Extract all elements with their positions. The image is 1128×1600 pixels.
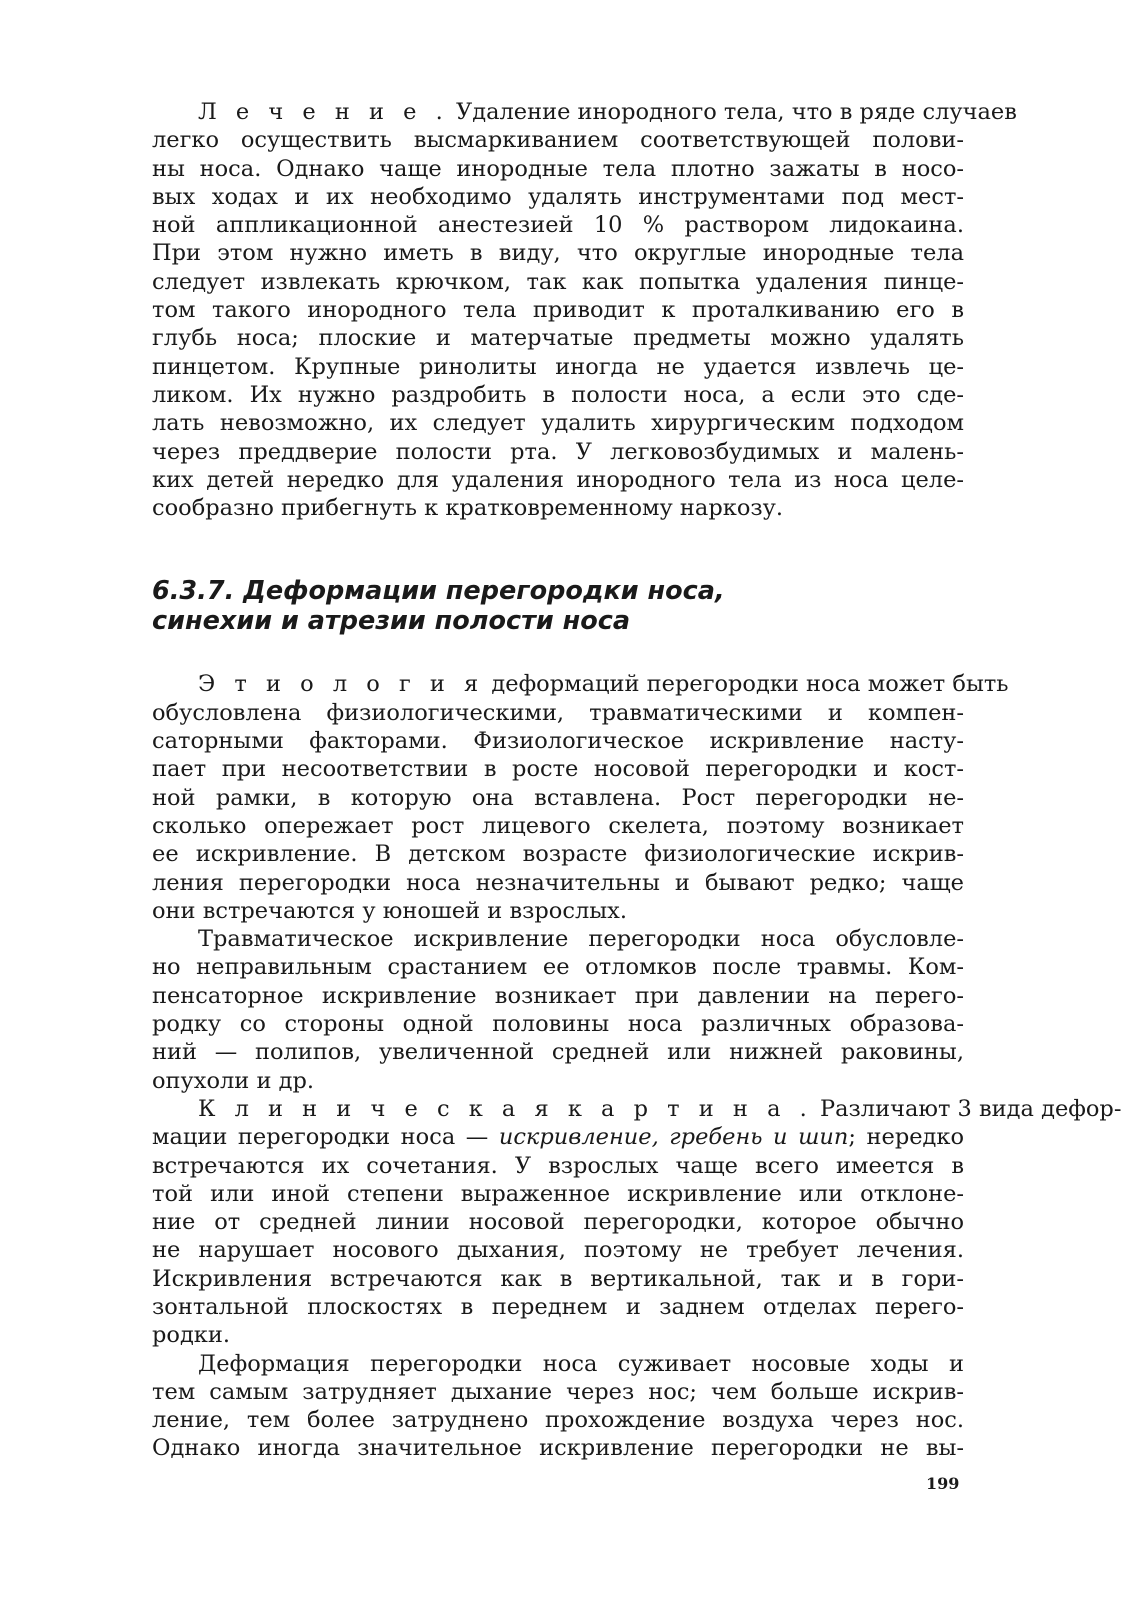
section-heading-line-1: 6.3.7. Деформации перегородки носа, [152,576,725,607]
text-line: они встречаются у юношей и взрослых. [152,897,627,924]
text-line: Травматическое искривление перегородки носа обусловле- [198,926,964,953]
text-line: сколько опережает рост лицевого скелета, поэтому возникает [152,812,964,839]
page-number: 199 [926,1474,960,1493]
spaced-lead-term: К л и н и ч е с к а я к а р т и н а . [198,1095,813,1122]
text-line: пинцетом. Крупные ринолиты иногда не удается извлечь це- [152,353,964,380]
text-line [152,1123,964,1151]
text-line: зонтальной плоскостях в переднем и заднем отделах перего- [152,1293,964,1320]
text-line: пенсаторное искривление возникает при давлении на перего- [152,982,964,1009]
text-line: вых ходах и их необходимо удалять инструментами под мест- [152,183,964,210]
text-line: пает при несоответствии в росте носовой перегородки и кост- [152,756,964,783]
section-heading [152,576,964,636]
text-line: через преддверие полости рта. У легковозбудимых и малень- [152,438,964,465]
text-line: опухоли и др. [152,1067,315,1094]
text-line: сообразно прибегнуть к кратковременному наркозу. [152,495,784,522]
text-line: родку со стороны одной половины носа различных образова- [152,1011,964,1038]
italic-term: искривление, гребень и шип [498,1124,849,1151]
page-content [152,98,1122,1463]
line-text: деформаций перегородки носа может быть [484,671,1009,698]
text-line: Однако иногда значительное искривление перегородки не вы- [152,1435,964,1462]
text-line: не нарушает носового дыхания, поэтому не требует лечения. [152,1237,964,1264]
text-line: При этом нужно иметь в виду, что округлые инородные тела [152,240,964,267]
text-line: ее искривление. В детском возрасте физиологические искрив- [152,841,964,868]
text-line: той или иной степени выраженное искривление или отклоне- [152,1180,964,1207]
section-heading-line-2: синехии и атрезии полости носа [152,606,631,637]
line-text: Различают 3 вида дефор- [812,1095,1122,1122]
text-line: следует извлекать крючком, так как попытка удаления пинце- [152,268,964,295]
text-line: лать невозможно, их следует удалить хирургическим подходом [152,410,964,437]
paragraph-treatment [152,98,1017,522]
text-line: Искривления встречаются как в вертикальной, так и в гори- [152,1265,964,1292]
text-line [152,1095,1122,1123]
spaced-lead-term: Э т и о л о г и я [198,671,485,698]
text-line: ких детей нередко для удаления инородного тела из носа целе- [152,466,964,493]
spaced-lead-term: Л е ч е н и е . [198,99,449,125]
line-text: Удаление инородного тела, что в ряде случаев [448,99,1017,125]
text-line: ликом. Их нужно раздробить в полости носа, а если это сде- [152,381,964,408]
text-line: тем самым затрудняет дыхание через нос; чем больше искрив- [152,1378,964,1405]
text-line: ления перегородки носа незначительны и бывают редко; чаще [152,869,964,896]
text-line: обусловлена физиологическими, травматическими и компен- [152,699,964,726]
text-line: родки. [152,1322,231,1349]
text-line [152,98,1017,126]
text-line: ление, тем более затруднено прохождение воздуха через нос. [152,1407,964,1434]
text-line [152,670,1009,698]
text-line: ний — полипов, увеличенной средней или нижней раковины, [152,1039,964,1066]
text-line: том такого инородного тела приводит к проталкиванию его в [152,297,964,324]
line-text: ; нередко [848,1124,965,1151]
line-text: мации перегородки носа — [152,1124,499,1151]
text-line: встречаются их сочетания. У взрослых чаще всего имеется в [152,1152,964,1179]
text-line: легко осуществить высмаркиванием соответствующей полови- [152,127,964,154]
text-line: но неправильным срастанием ее отломков после травмы. Ком- [152,954,964,981]
text-line: глубь носа; плоские и матерчатые предметы можно удалять [152,325,964,352]
text-line: ной аппликационной анестезией 10 % раствором лидокаина. [152,212,964,239]
text-line: ной рамки, в которую она вставлена. Рост перегородки не- [152,784,964,811]
text-line: ны носа. Однако чаще инородные тела плотно зажаты в носо- [152,155,964,182]
paragraph-etiology-clinic [152,670,1122,1462]
text-line: ние от средней линии носовой перегородки, которое обычно [152,1209,964,1236]
text-line: саторными факторами. Физиологическое искривление насту- [152,728,964,755]
text-line: Деформация перегородки носа суживает носовые ходы и [198,1350,964,1377]
